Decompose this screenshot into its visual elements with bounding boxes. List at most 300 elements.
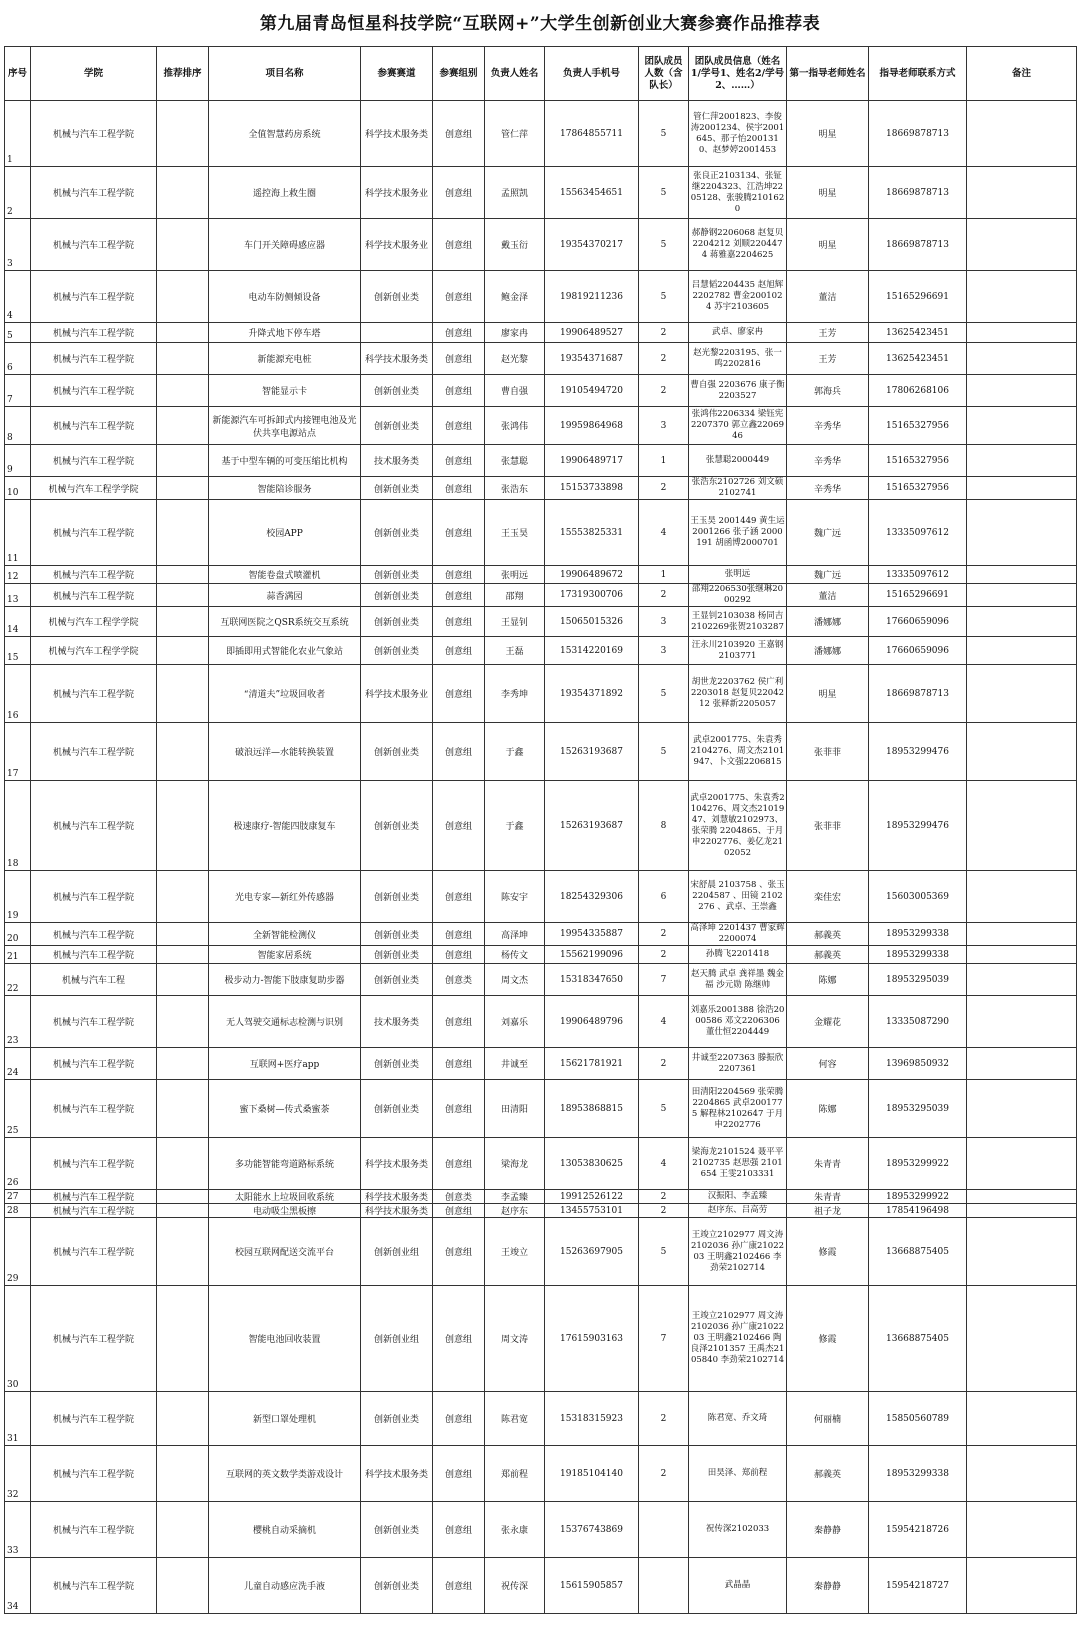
cell-project: 儿童自动感应洗手液 — [209, 1558, 361, 1614]
cell-rank — [157, 964, 209, 996]
cell-rank — [157, 923, 209, 946]
cell-phone: 15318347650 — [545, 964, 639, 996]
cell-project: 校园互联网配送交流平台 — [209, 1218, 361, 1286]
cell-group: 创意组 — [433, 566, 485, 584]
page-title: 第九届青岛恒星科技学院“互联网+”大学生创新创业大赛参赛作品推荐表 — [259, 14, 821, 34]
cell-phone: 19906489796 — [545, 996, 639, 1048]
cell-index: 19 — [5, 871, 31, 923]
col-header: 负责人姓名 — [485, 47, 545, 101]
cell-leader: 周文涛 — [485, 1286, 545, 1392]
header-row — [5, 47, 1077, 101]
cell-teacher-phone: 18953299922 — [869, 1190, 967, 1204]
cell-college: 机械与汽车工程学院 — [31, 1190, 157, 1204]
cell-phone: 19354370217 — [545, 219, 639, 271]
cell-note — [967, 964, 1077, 996]
cell-members: 张明远 — [689, 566, 787, 584]
cell-rank — [157, 1502, 209, 1558]
cell-teacher: 明星 — [787, 665, 869, 723]
cell-track: 创新创业类 — [361, 1558, 433, 1614]
cell-leader: 于鑫 — [485, 781, 545, 871]
cell-rank — [157, 1048, 209, 1080]
cell-track: 科学技术服务类 — [361, 1204, 433, 1218]
cell-count: 2 — [639, 1204, 689, 1218]
cell-leader: 梁海龙 — [485, 1138, 545, 1190]
cell-track: 科学技术服务业 — [361, 665, 433, 723]
cell-college: 机械与汽车工程学院 — [31, 1138, 157, 1190]
table-row — [5, 1558, 1077, 1614]
cell-project: 智能陪诊服务 — [209, 477, 361, 500]
table-row — [5, 407, 1077, 445]
cell-teacher-phone: 18953295039 — [869, 1080, 967, 1138]
cell-college: 机械与汽车工程学院 — [31, 1558, 157, 1614]
cell-group: 创意组 — [433, 1048, 485, 1080]
cell-index: 32 — [5, 1446, 31, 1502]
cell-college: 机械与汽车工程学院 — [31, 167, 157, 219]
cell-leader: 于鑫 — [485, 723, 545, 781]
cell-teacher-phone: 17854196498 — [869, 1204, 967, 1218]
cell-teacher: 郝義英 — [787, 946, 869, 964]
cell-note — [967, 375, 1077, 407]
cell-note — [967, 1204, 1077, 1218]
cell-teacher: 郝義英 — [787, 1446, 869, 1502]
cell-index: 2 — [5, 167, 31, 219]
cell-project: 车门开关障碍感应器 — [209, 219, 361, 271]
table-row — [5, 1392, 1077, 1446]
cell-track: 创新创业类 — [361, 781, 433, 871]
table-row — [5, 1502, 1077, 1558]
cell-rank — [157, 996, 209, 1048]
cell-teacher: 明星 — [787, 101, 869, 167]
cell-teacher: 明星 — [787, 167, 869, 219]
table-row — [5, 477, 1077, 500]
cell-teacher-phone: 15954218726 — [869, 1502, 967, 1558]
cell-track: 创新创业组 — [361, 1286, 433, 1392]
cell-count: 2 — [639, 1392, 689, 1446]
cell-teacher-phone: 18953299922 — [869, 1138, 967, 1190]
cell-rank — [157, 1446, 209, 1502]
cell-phone: 15615905857 — [545, 1558, 639, 1614]
table-row — [5, 637, 1077, 665]
table-row — [5, 1080, 1077, 1138]
cell-teacher-phone: 13335087290 — [869, 996, 967, 1048]
cell-group: 创意组 — [433, 500, 485, 566]
cell-members: 王竣立2102977 周文涛2102036 孙广康2102203 王明鑫2102466 李劲荣2102714 — [689, 1218, 787, 1286]
cell-project: 智能家居系统 — [209, 946, 361, 964]
cell-members: 张良正2103134、张钲继2204323、江浩坤2205128、张骏腾2101620 — [689, 167, 787, 219]
cell-track: 技术服务类 — [361, 445, 433, 477]
cell-note — [967, 500, 1077, 566]
cell-members: 赵光黎2203195、张一鸣2202816 — [689, 343, 787, 375]
cell-project: 新能源汽车可拆卸式内接锂电池及光伏共享电源站点 — [209, 407, 361, 445]
table-row — [5, 101, 1077, 167]
cell-track: 创新创业类 — [361, 946, 433, 964]
cell-rank — [157, 445, 209, 477]
cell-count: 3 — [639, 637, 689, 665]
cell-college: 机械与汽车工程学院 — [31, 271, 157, 323]
cell-track: 科学技术服务业 — [361, 167, 433, 219]
cell-college: 机械与汽车工程学院 — [31, 1080, 157, 1138]
table-row — [5, 1138, 1077, 1190]
cell-leader: 郑前程 — [485, 1446, 545, 1502]
cell-index: 4 — [5, 271, 31, 323]
cell-teacher: 张菲菲 — [787, 781, 869, 871]
cell-leader: 赵光黎 — [485, 343, 545, 375]
cell-rank — [157, 946, 209, 964]
cell-college: 机械与汽车工程学学院 — [31, 637, 157, 665]
table-row — [5, 923, 1077, 946]
cell-teacher: 郭海兵 — [787, 375, 869, 407]
table-row — [5, 375, 1077, 407]
cell-count: 8 — [639, 781, 689, 871]
cell-members: 张慧聪2000449 — [689, 445, 787, 477]
cell-members: 武卓2001775、朱袁秀2104276、周文杰2101947、刘慧敏2102973、张荣腾 2204865、于月申2202776、姜亿龙2102052 — [689, 781, 787, 871]
cell-members: 武卓、廖家冉 — [689, 323, 787, 343]
cell-note — [967, 1502, 1077, 1558]
cell-track: 创新创业类 — [361, 1392, 433, 1446]
cell-teacher-phone: 18953299338 — [869, 946, 967, 964]
cell-count: 2 — [639, 923, 689, 946]
cell-college: 机械与汽车工程学学院 — [31, 607, 157, 637]
cell-leader: 廖家冉 — [485, 323, 545, 343]
cell-project: 极速康疗-智能四肢康复车 — [209, 781, 361, 871]
cell-phone: 18953868815 — [545, 1080, 639, 1138]
cell-members: 梁海龙2101524 聂平平 2102735 赵思强 2101654 王雯2103331 — [689, 1138, 787, 1190]
cell-college: 机械与汽车工程学院 — [31, 323, 157, 343]
cell-teacher: 何丽楠 — [787, 1392, 869, 1446]
cell-teacher-phone: 13335097612 — [869, 566, 967, 584]
cell-index: 25 — [5, 1080, 31, 1138]
col-header: 第一指导老师姓名 — [787, 47, 869, 101]
cell-phone: 19906489527 — [545, 323, 639, 343]
cell-index: 30 — [5, 1286, 31, 1392]
cell-count: 4 — [639, 500, 689, 566]
table-row — [5, 1286, 1077, 1392]
table-row — [5, 271, 1077, 323]
cell-members: 武晶晶 — [689, 1558, 787, 1614]
cell-index: 5 — [5, 323, 31, 343]
cell-note — [967, 946, 1077, 964]
cell-rank — [157, 1080, 209, 1138]
table-row — [5, 445, 1077, 477]
cell-members: 管仁萍2001823、李俊涛2001234、侯宇2001645、那子怡2001310、赵梦婷2001453 — [689, 101, 787, 167]
col-header: 推荐排序 — [157, 47, 209, 101]
cell-count: 5 — [639, 723, 689, 781]
cell-project: 无人驾驶交通标志检测与识别 — [209, 996, 361, 1048]
cell-note — [967, 219, 1077, 271]
cell-project: 蜜下桑树—传式桑蜜茶 — [209, 1080, 361, 1138]
cell-teacher-phone: 18669878713 — [869, 665, 967, 723]
cell-group: 创意组 — [433, 1558, 485, 1614]
cell-members: 赵序东、吕高劳 — [689, 1204, 787, 1218]
cell-leader: 刘嘉乐 — [485, 996, 545, 1048]
cell-college: 机械与汽车工程学院 — [31, 1218, 157, 1286]
table-row — [5, 343, 1077, 375]
cell-leader: 陈君宽 — [485, 1392, 545, 1446]
cell-index: 23 — [5, 996, 31, 1048]
cell-track: 科学技术服务业 — [361, 219, 433, 271]
table-row — [5, 781, 1077, 871]
col-header: 指导老师联系方式 — [869, 47, 967, 101]
cell-teacher-phone: 15165296691 — [869, 584, 967, 607]
cell-index: 8 — [5, 407, 31, 445]
cell-index: 20 — [5, 923, 31, 946]
cell-group: 创意组 — [433, 343, 485, 375]
cell-note — [967, 1218, 1077, 1286]
cell-note — [967, 584, 1077, 607]
cell-rank — [157, 219, 209, 271]
cell-track: 科学技术服务类 — [361, 1138, 433, 1190]
cell-rank — [157, 500, 209, 566]
cell-group: 创意组 — [433, 1138, 485, 1190]
cell-college: 机械与汽车工程学院 — [31, 219, 157, 271]
cell-teacher: 王芳 — [787, 343, 869, 375]
cell-college: 机械与汽车工程学院 — [31, 500, 157, 566]
cell-teacher: 栾佳宏 — [787, 871, 869, 923]
cell-teacher-phone: 15165327956 — [869, 477, 967, 500]
cell-rank — [157, 637, 209, 665]
cell-phone: 15376743869 — [545, 1502, 639, 1558]
cell-phone: 15562199096 — [545, 946, 639, 964]
cell-rank — [157, 407, 209, 445]
cell-members: 汉振阳、李孟臻 — [689, 1190, 787, 1204]
table-row — [5, 723, 1077, 781]
cell-project: 多功能智能弯道路标系统 — [209, 1138, 361, 1190]
cell-teacher: 明星 — [787, 219, 869, 271]
cell-phone: 13053830625 — [545, 1138, 639, 1190]
cell-teacher-phone: 15954218727 — [869, 1558, 967, 1614]
cell-leader: 张明远 — [485, 566, 545, 584]
cell-count: 1 — [639, 445, 689, 477]
cell-members: 高泽坤 2201437 曹家辉 2200074 — [690, 923, 785, 944]
cell-project: 太阳能水上垃圾回收系统 — [209, 1190, 361, 1204]
cell-rank — [157, 723, 209, 781]
table-row — [5, 584, 1077, 607]
cell-phone: 19354371687 — [545, 343, 639, 375]
cell-college: 机械与汽车工程学院 — [31, 101, 157, 167]
col-header: 团队成员信息（姓名1/学号1、姓名2/学号2、……） — [689, 47, 787, 101]
table-row — [5, 219, 1077, 271]
cell-teacher-phone: 18669878713 — [869, 167, 967, 219]
cell-members: 王显钊2103038 杨同吉2102269张贺2103287 — [689, 607, 787, 637]
cell-phone: 19185104140 — [545, 1446, 639, 1502]
cell-college: 机械与汽车工程学院 — [31, 584, 157, 607]
table-row — [5, 1204, 1077, 1218]
cell-teacher: 张菲菲 — [787, 723, 869, 781]
cell-track: 创新创业组 — [361, 1218, 433, 1286]
cell-members: 田昊泽、郑前程 — [689, 1446, 787, 1502]
cell-members: 陈君宽、乔文琦 — [689, 1392, 787, 1446]
cell-track: 创新创业类 — [361, 723, 433, 781]
cell-index: 6 — [5, 343, 31, 375]
cell-index: 28 — [5, 1204, 31, 1218]
cell-note — [967, 271, 1077, 323]
cell-index: 15 — [5, 637, 31, 665]
cell-teacher: 金耀花 — [787, 996, 869, 1048]
cell-leader: 王竣立 — [485, 1218, 545, 1286]
cell-rank — [157, 1138, 209, 1190]
cell-project: 全新智能检测仪 — [209, 923, 361, 946]
cell-leader: 田清阳 — [485, 1080, 545, 1138]
cell-index: 13 — [5, 584, 31, 607]
cell-members: 赵天腾 武卓 龚祥墨 魏金福 沙元勋 陈继帅 — [689, 964, 787, 996]
cell-track: 科学技术服务类 — [361, 1190, 433, 1204]
cell-rank — [157, 607, 209, 637]
cell-project: 遥控海上救生圈 — [209, 167, 361, 219]
cell-college: 机械与汽车工程学院 — [31, 407, 157, 445]
cell-note — [967, 723, 1077, 781]
cell-teacher-phone: 18669878713 — [869, 101, 967, 167]
cell-rank — [157, 1392, 209, 1446]
cell-index: 3 — [5, 219, 31, 271]
col-header: 参赛赛道 — [361, 47, 433, 101]
cell-track: 创新创业类 — [361, 964, 433, 996]
cell-leader: 孟照凯 — [485, 167, 545, 219]
cell-index: 22 — [5, 964, 31, 996]
cell-college: 机械与汽车工程学院 — [31, 781, 157, 871]
cell-leader: 王玉昊 — [485, 500, 545, 566]
cell-note — [967, 923, 1077, 946]
cell-track — [361, 323, 433, 343]
cell-count: 2 — [639, 343, 689, 375]
cell-count: 5 — [639, 167, 689, 219]
cell-count: 6 — [639, 871, 689, 923]
cell-rank — [157, 781, 209, 871]
cell-group: 创意组 — [433, 637, 485, 665]
cell-index: 29 — [5, 1218, 31, 1286]
cell-index: 34 — [5, 1558, 31, 1614]
cell-phone: 15318315923 — [545, 1392, 639, 1446]
cell-group: 创意组 — [433, 1218, 485, 1286]
cell-track: 创新创业类 — [361, 477, 433, 500]
cell-teacher: 郝義英 — [787, 923, 869, 946]
col-header: 团队成员人数（含队长） — [639, 47, 689, 101]
cell-project: 互联网的英文数学类游戏设计 — [209, 1446, 361, 1502]
cell-members: 王玉昊 2001449 黄生运 2001266 张子涵 2000191 胡函博2000701 — [689, 500, 787, 566]
table-row — [5, 665, 1077, 723]
cell-phone: 18254329306 — [545, 871, 639, 923]
col-header: 负责人手机号 — [545, 47, 639, 101]
table-row — [5, 996, 1077, 1048]
cell-project: 蒜香满园 — [209, 584, 361, 607]
cell-count: 5 — [639, 1218, 689, 1286]
cell-phone: 19912526122 — [545, 1190, 639, 1204]
cell-phone: 19105494720 — [545, 375, 639, 407]
cell-note — [967, 781, 1077, 871]
cell-project: 光电专家—新红外传感器 — [209, 871, 361, 923]
cell-count: 2 — [639, 323, 689, 343]
cell-college: 机械与汽车工程学院 — [31, 375, 157, 407]
col-header: 序号 — [5, 47, 31, 101]
cell-group: 创意组 — [433, 665, 485, 723]
cell-group: 创意组 — [433, 871, 485, 923]
col-header: 参赛组别 — [433, 47, 485, 101]
cell-phone: 19906489672 — [545, 566, 639, 584]
cell-project: 新型口罩处理机 — [209, 1392, 361, 1446]
cell-phone: 17864855711 — [545, 101, 639, 167]
cell-teacher-phone: 13625423451 — [869, 323, 967, 343]
cell-group: 创意组 — [433, 271, 485, 323]
cell-group: 创意组 — [433, 167, 485, 219]
cell-note — [967, 477, 1077, 500]
cell-note — [967, 566, 1077, 584]
cell-project: 电动吸尘黑板擦 — [209, 1204, 361, 1218]
cell-count: 5 — [639, 665, 689, 723]
cell-college: 机械与汽车工程学院 — [31, 445, 157, 477]
cell-phone: 15621781921 — [545, 1048, 639, 1080]
cell-teacher-phone: 15165327956 — [869, 407, 967, 445]
cell-members: 汪永川2103920 王嘉钢2103771 — [689, 637, 787, 665]
cell-members: 张鸿伟2206334 梁钰宪2207370 郭立鑫2206946 — [689, 407, 787, 445]
cell-phone: 15314220169 — [545, 637, 639, 665]
cell-teacher-phone: 18669878713 — [869, 219, 967, 271]
cell-teacher: 辛秀华 — [787, 477, 869, 500]
cell-college: 机械与汽车工程学院 — [31, 871, 157, 923]
cell-group: 创意组 — [433, 1080, 485, 1138]
cell-track: 科学技术服务类 — [361, 101, 433, 167]
cell-note — [967, 1446, 1077, 1502]
cell-count: 2 — [639, 1190, 689, 1204]
cell-rank — [157, 323, 209, 343]
cell-group: 创意组 — [433, 407, 485, 445]
cell-phone: 15065015326 — [545, 607, 639, 637]
cell-phone: 15153733898 — [545, 477, 639, 500]
cell-rank — [157, 375, 209, 407]
cell-phone: 15553825331 — [545, 500, 639, 566]
cell-rank — [157, 1204, 209, 1218]
col-header: 项目名称 — [209, 47, 361, 101]
cell-teacher: 祖子龙 — [787, 1204, 869, 1218]
cell-teacher: 陈娜 — [787, 1080, 869, 1138]
cell-group: 创意组 — [433, 923, 485, 946]
cell-teacher-phone: 17660659096 — [869, 637, 967, 665]
col-header: 学院 — [31, 47, 157, 101]
cell-phone: 19819211236 — [545, 271, 639, 323]
cell-group: 创意组 — [433, 996, 485, 1048]
cell-rank — [157, 477, 209, 500]
cell-members: 张浩东2102726 刘文硕2102741 — [689, 477, 787, 500]
cell-group: 创意组 — [433, 1392, 485, 1446]
cell-rank — [157, 584, 209, 607]
cell-index: 24 — [5, 1048, 31, 1080]
cell-college: 机械与汽车工程学学院 — [31, 477, 157, 500]
cell-members: 田清阳2204569 张荣腾2204865 武卓2001775 解程林2102647 于月申2202776 — [689, 1080, 787, 1138]
cell-track: 创新创业类 — [361, 637, 433, 665]
cell-count: 2 — [639, 946, 689, 964]
cell-teacher: 秦静静 — [787, 1502, 869, 1558]
cell-note — [967, 1190, 1077, 1204]
cell-members: 王竣立2102977 周文涛2102036 孙广康2102203 王明鑫2102466 陶良泽2101357 王禹杰2105840 李劲荣2102714 — [689, 1286, 787, 1392]
cell-rank — [157, 1218, 209, 1286]
cell-track: 创新创业类 — [361, 1502, 433, 1558]
cell-members: 郝静钢2206068 赵复贝2204212 刘顺2204474 蒋雅嘉2204625 — [689, 219, 787, 271]
cell-index: 31 — [5, 1392, 31, 1446]
cell-project: 智能显示卡 — [209, 375, 361, 407]
cell-index: 27 — [5, 1190, 31, 1204]
cell-count: 2 — [639, 1446, 689, 1502]
cell-project: 互联网医院之QSR系统交互系统 — [209, 607, 361, 637]
cell-members: 孙腾飞2201418 — [689, 946, 787, 964]
cell-note — [967, 167, 1077, 219]
cell-leader: 高泽坤 — [485, 923, 545, 946]
cell-leader: 赵序东 — [485, 1204, 545, 1218]
cell-track: 创新创业类 — [361, 607, 433, 637]
cell-leader: 张慧聪 — [485, 445, 545, 477]
cell-group: 创意组 — [433, 1446, 485, 1502]
cell-teacher-phone: 13668875405 — [869, 1218, 967, 1286]
table-row — [5, 167, 1077, 219]
cell-college: 机械与汽车工程学院 — [31, 1048, 157, 1080]
cell-count: 5 — [639, 101, 689, 167]
